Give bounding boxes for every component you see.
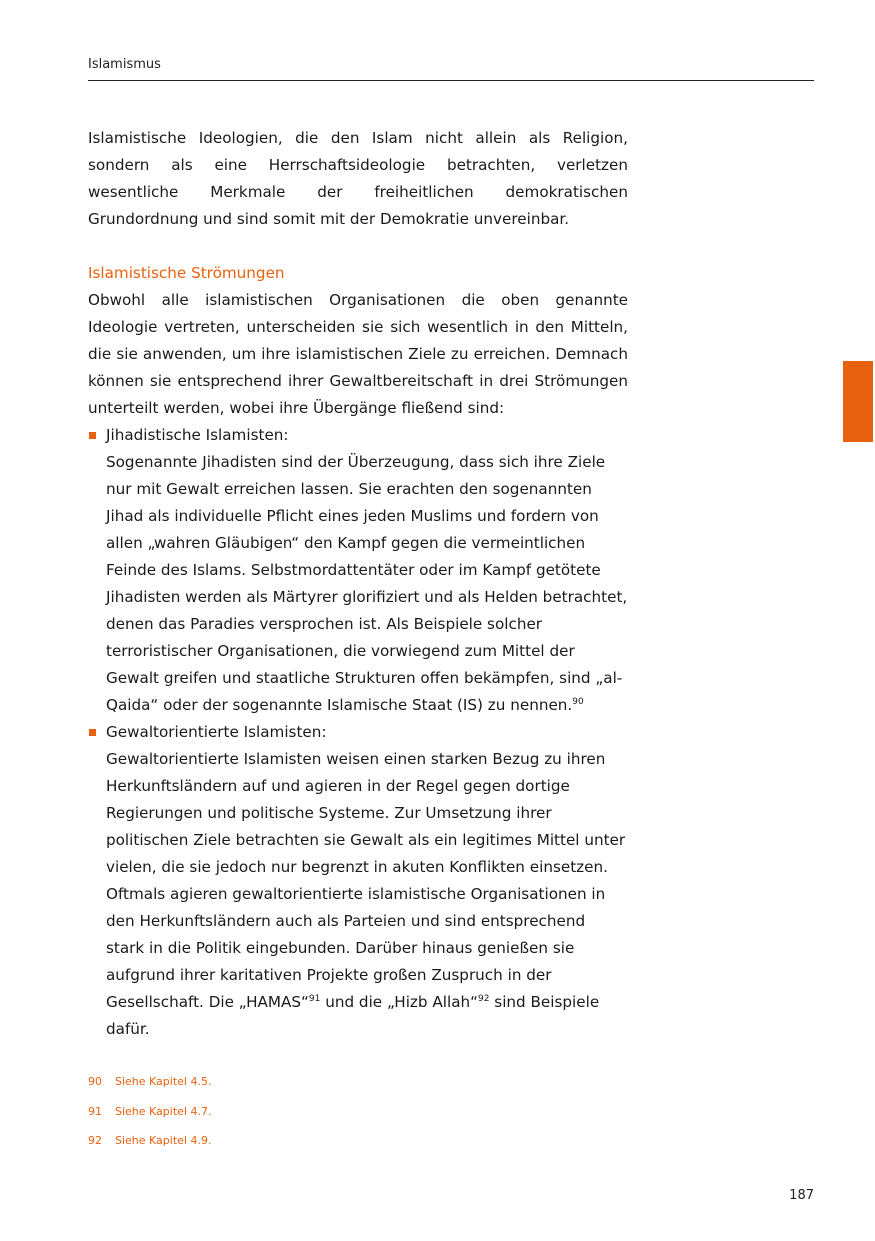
bullet-text	[106, 746, 628, 1043]
bullet-label: Gewaltorientierte Islamisten:	[106, 723, 327, 741]
bullet-text-body: Sogenannte Jihadisten sind der Überzeugung, dass sich ihre Ziele nur mit Gewalt erreichen lassen. Sie erachten den sogenannten Jihad als individuelle Pflicht eines jeden Muslims und fordern von allen „wahren Gläubigen“ den Kampf gegen die vermeintlichen Feinde des Islams. Selbstmordattentäter oder im Kampf getötete Jihadisten werden als Märtyrer glorifiziert und als Helden betrachtet, denen das Paradies versprochen ist. Als Beispiele solcher terroristischer Organisationen, die vorwiegend zum Mittel der Gewalt greifen und staatliche Strukturen offen bekämpfen, sind „al-Qaida“ oder der sogenannte Islamische Staat (IS) zu nennen.	[106, 453, 628, 714]
bullet-list	[88, 422, 628, 1043]
section-paragraph: Obwohl alle islamistischen Organisationen die oben genannte Ideologie vertreten, unterscheiden sie sich wesentlich in den Mitteln, die sie anwenden, um ihre islamistischen Ziele zu erreichen. Demnach können sie entsprechend ihrer Gewaltbereitschaft in drei Strömungen unterteilt werden, wobei ihre Übergänge fließend sind:	[88, 291, 628, 417]
bullet-text	[106, 449, 628, 719]
footnote-text: Siehe Kapitel 4.5.	[115, 1075, 212, 1088]
footnote-number: 90	[88, 1075, 102, 1088]
bullet-text-body: sind Beispiele dafür.	[106, 993, 600, 1038]
footnote-number: 91	[88, 1104, 102, 1118]
footnote-item	[88, 1129, 628, 1159]
running-header-title: Islamismus	[88, 57, 161, 72]
footnote-item	[88, 1100, 628, 1130]
list-item-jihadist	[88, 422, 628, 719]
footnote-number: 92	[88, 1134, 102, 1147]
bullet-label: Jihadistische Islamisten:	[106, 426, 289, 444]
footnote-ref: 91	[308, 994, 321, 1004]
chapter-tab-marker	[843, 361, 873, 442]
footnote-text: Siehe Kapitel 4.9.	[115, 1134, 212, 1147]
footnote-text: Siehe Kapitel 4.7.	[115, 1104, 212, 1118]
footnote-ref: 92	[478, 994, 490, 1004]
footnote-item	[88, 1070, 628, 1100]
footnotes	[88, 1070, 628, 1159]
page-header	[88, 56, 814, 81]
section-heading: Islamistische Strömungen	[88, 264, 285, 282]
list-item-violence-oriented	[88, 719, 628, 1043]
main-content	[88, 125, 628, 1043]
bullet-text-body: und die „Hizb Allah“	[320, 993, 478, 1011]
square-bullet-icon	[89, 432, 96, 439]
bullet-text-body: Gewaltorientierte Islamisten weisen einen starken Bezug zu ihren Herkunftsländern auf und agieren in der Regel gegen dortige Regierungen und politische Systeme. Zur Umsetzung ihrer politischen Ziele betrachten sie Gewalt als ein legitimes Mittel unter vielen, die sie jedoch nur begrenzt in akuten Konflikten einsetzen. Oftmals agieren gewaltorientierte islamistische Organisationen in den Herkunftsländern auch als Parteien und sind entsprechend stark in die Politik eingebunden. Darüber hinaus genießen sie aufgrund ihrer karitativen Projekte großen Zuspruch in der Gesellschaft. Die „HAMAS“	[106, 750, 626, 1011]
footnote-ref: 90	[572, 697, 584, 707]
page-number: 187	[789, 1188, 814, 1203]
intro-paragraph: Islamistische Ideologien, die den Islam nicht allein als Religion, sondern als eine Herrschaftsideologie betrachten, verletzen wesentliche Merkmale der freiheitlichen demokratischen Grundordnung und sind somit mit der Demokratie unvereinbar.	[88, 129, 628, 228]
square-bullet-icon	[89, 729, 96, 736]
